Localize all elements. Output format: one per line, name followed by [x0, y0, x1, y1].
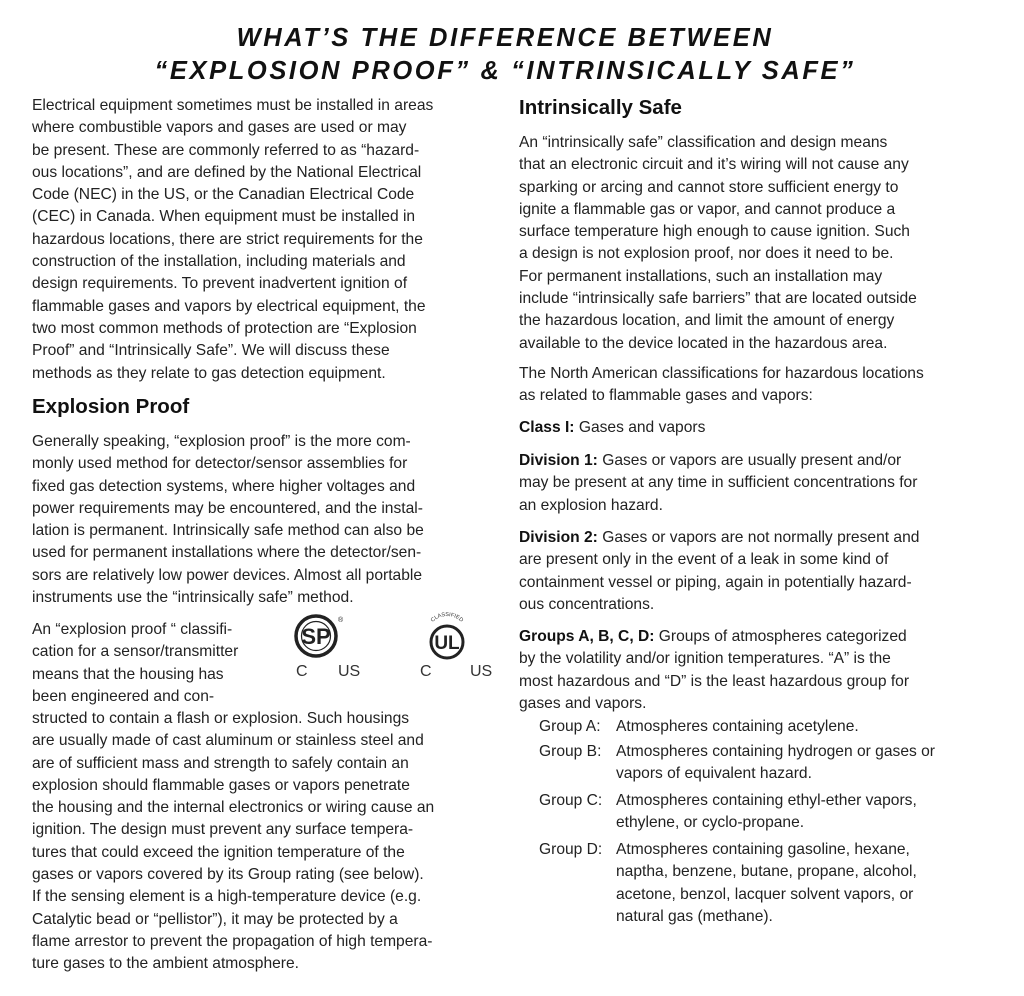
text-line: flammable gases and vapors by electrical equipment, the: [32, 297, 426, 315]
explosion-proof-heading: Explosion Proof: [32, 395, 190, 418]
text-line: construction of the installation, including materials and: [32, 253, 406, 271]
text-line: For permanent installations, such an installation may: [519, 267, 883, 285]
text-line: may be present at any time in sufficient concentrations for: [519, 474, 918, 492]
text-line: gases or vapors covered by its Group rating (see below).: [32, 866, 424, 884]
group-d-label: Group D:: [539, 841, 603, 858]
page-title-line-2: “EXPLOSION PROOF” & “INTRINSICALLY SAFE”: [154, 57, 856, 85]
groups-definition: [519, 626, 909, 715]
groups-label: Groups A, B, C, D:: [519, 628, 655, 645]
text-line: Atmospheres containing ethyl-ether vapors,: [616, 792, 917, 809]
certification-logos: [290, 610, 515, 680]
text-line: be present. These are commonly referred to as “hazard-: [32, 141, 420, 159]
division-1-definition: [519, 450, 917, 517]
text-line: explosion should flammable gases or vapors penetrate: [32, 776, 410, 794]
group-a-label: Group A:: [539, 718, 601, 735]
group-b-label: Group B:: [539, 743, 602, 760]
text-line: (CEC) in Canada. When equipment must be installed in: [32, 208, 416, 226]
page-title: [0, 22, 1010, 88]
ul-logo-us: US: [470, 663, 493, 680]
explosion-proof-paragraph-1: [32, 431, 424, 609]
explosion-proof-paragraph-2-short: [32, 619, 238, 708]
text-line: the hazardous location, and limit the amount of energy: [519, 312, 895, 330]
text-line: ture gases to the ambient atmosphere.: [32, 955, 299, 973]
page-title-line-1: WHAT’S THE DIFFERENCE BETWEEN: [236, 24, 774, 52]
intro-paragraph: [32, 95, 433, 385]
text-line: flame arrestor to prevent the propagation of high tempera-: [32, 932, 433, 950]
text-line: ous concentrations.: [519, 595, 655, 613]
text-line: lation is permanent. Intrinsically safe method can also be: [32, 522, 424, 540]
text-line: The North American classifications for hazardous locations: [519, 365, 924, 382]
group-d-item: [519, 839, 917, 928]
text-line: structed to contain a flash or explosion. Such housings: [32, 710, 410, 727]
text-line: If the sensing element is a high-temperature device (e.g.: [32, 888, 422, 906]
text-line: Proof” and “Intrinsically Safe”. We will discuss these: [32, 342, 390, 360]
classification-intro: [519, 363, 924, 408]
text-line: Atmospheres containing acetylene.: [616, 718, 859, 735]
text-line: used for permanent installations where the detector/sen-: [32, 544, 422, 562]
text-line: Generally speaking, “explosion proof” is the more com-: [32, 433, 411, 450]
text-line: An “explosion proof “ classifi-: [32, 621, 233, 638]
text-line: ethylene, or cyclo-propane.: [616, 814, 805, 832]
text-line: means that the housing has: [32, 665, 224, 683]
text-line: instruments use the “intrinsically safe” method.: [32, 589, 354, 607]
ul-logo-c: C: [420, 663, 432, 680]
ul-logo: [408, 610, 508, 682]
explosion-proof-paragraph-2: [32, 708, 434, 976]
text-line: tures that could exceed the ignition temperature of the: [32, 843, 405, 861]
intrinsically-safe-heading: Intrinsically Safe: [519, 96, 682, 119]
group-c-label: Group C:: [539, 792, 603, 809]
text-line: Atmospheres containing hydrogen or gases or: [616, 743, 935, 760]
text-line: sors are relatively low power devices. Almost all portable: [32, 566, 423, 584]
text-line: Code (NEC) in the US, or the Canadian Electrical Code: [32, 186, 415, 204]
text-line: Catalytic bead or “pellistor”), it may be protected by a: [32, 910, 398, 928]
text-line: hazardous locations, there are strict requirements for the: [32, 230, 423, 248]
division-1-label: Division 1:: [519, 452, 598, 469]
text-line: Atmospheres containing gasoline, hexane,: [616, 841, 910, 858]
text-line: methods as they relate to gas detection equipment.: [32, 364, 386, 382]
csa-logo: [290, 610, 380, 682]
text-line: where combustible vapors and gases are used or may: [32, 119, 407, 137]
division-2-label: Division 2:: [519, 529, 598, 546]
csa-logo-c: C: [296, 663, 308, 680]
text-line: two most common methods of protection are “Explosion: [32, 319, 417, 337]
text-line: monly used method for detector/sensor assemblies for: [32, 455, 408, 473]
text-line: acetone, benzol, lacquer solvent vapors, or: [616, 885, 914, 903]
class-1-text: Gases and vapors: [574, 419, 706, 436]
group-b-item: [519, 741, 935, 786]
text-line: natural gas (methane).: [616, 907, 773, 925]
text-line: sparking or arcing and cannot store sufficient energy to: [519, 178, 899, 196]
text-line: ignition. The design must prevent any surface tempera-: [32, 821, 414, 839]
text-line: ous locations”, and are defined by the National Electrical: [32, 163, 422, 181]
division-2-text: Gases or vapors are not normally present and: [597, 529, 920, 546]
text-line: vapors of equivalent hazard.: [616, 765, 812, 783]
text-line: are present only in the event of a leak in some kind of: [519, 551, 889, 569]
division-1-text: Gases or vapors are usually present and/or: [597, 452, 902, 469]
group-a-item: [519, 716, 859, 738]
csa-logo-us: US: [338, 663, 361, 680]
group-c-item: [519, 790, 917, 835]
text-line: Electrical equipment sometimes must be installed in areas: [32, 97, 434, 114]
groups-text: Groups of atmospheres categorized: [654, 628, 907, 645]
text-line: include “intrinsically safe barriers” that are located outside: [519, 290, 917, 308]
intrinsically-safe-paragraph-1: [519, 132, 917, 355]
text-line: ignite a flammable gas or vapor, and cannot produce a: [519, 200, 896, 218]
text-line: are of sufficient mass and strength to safely contain an: [32, 754, 409, 772]
text-line: An “intrinsically safe” classification and design means: [519, 134, 888, 151]
csa-logo-registered: ®: [338, 617, 344, 624]
text-line: gases and vapors.: [519, 694, 647, 712]
text-line: naptha, benzene, butane, propane, alcohol,: [616, 863, 917, 881]
text-line: cation for a sensor/transmitter: [32, 643, 239, 661]
text-line: that an electronic circuit and it’s wiring will not cause any: [519, 156, 909, 174]
division-2-definition: [519, 527, 919, 616]
ul-logo-classified: CLASSIFIED: [429, 611, 465, 624]
text-line: power requirements may be encountered, and the instal-: [32, 499, 423, 517]
text-line: containment vessel or piping, again in potentially hazard-: [519, 573, 912, 591]
class-1-label: Class I:: [519, 419, 575, 436]
class-1-definition: [519, 417, 705, 439]
text-line: by the volatility and/or ignition temperatures. “A” is the: [519, 650, 891, 668]
text-line: as related to flammable gases and vapors:: [519, 387, 813, 405]
text-line: fixed gas detection systems, where higher voltages and: [32, 477, 416, 495]
text-line: design requirements. To prevent inadvertent ignition of: [32, 275, 408, 293]
text-line: surface temperature high enough to cause ignition. Such: [519, 223, 910, 241]
text-line: available to the device located in the hazardous area.: [519, 334, 888, 352]
text-line: a design is not explosion proof, nor does it need to be.: [519, 245, 894, 263]
text-line: the housing and the internal electronics or wiring cause an: [32, 799, 435, 817]
csa-logo-letters: SP: [301, 624, 331, 649]
text-line: an explosion hazard.: [519, 496, 663, 514]
ul-logo-letters: UL: [434, 633, 460, 654]
text-line: been engineered and con-: [32, 687, 215, 705]
text-line: are usually made of cast aluminum or stainless steel and: [32, 732, 424, 750]
text-line: most hazardous and “D” is the least hazardous group for: [519, 672, 910, 690]
